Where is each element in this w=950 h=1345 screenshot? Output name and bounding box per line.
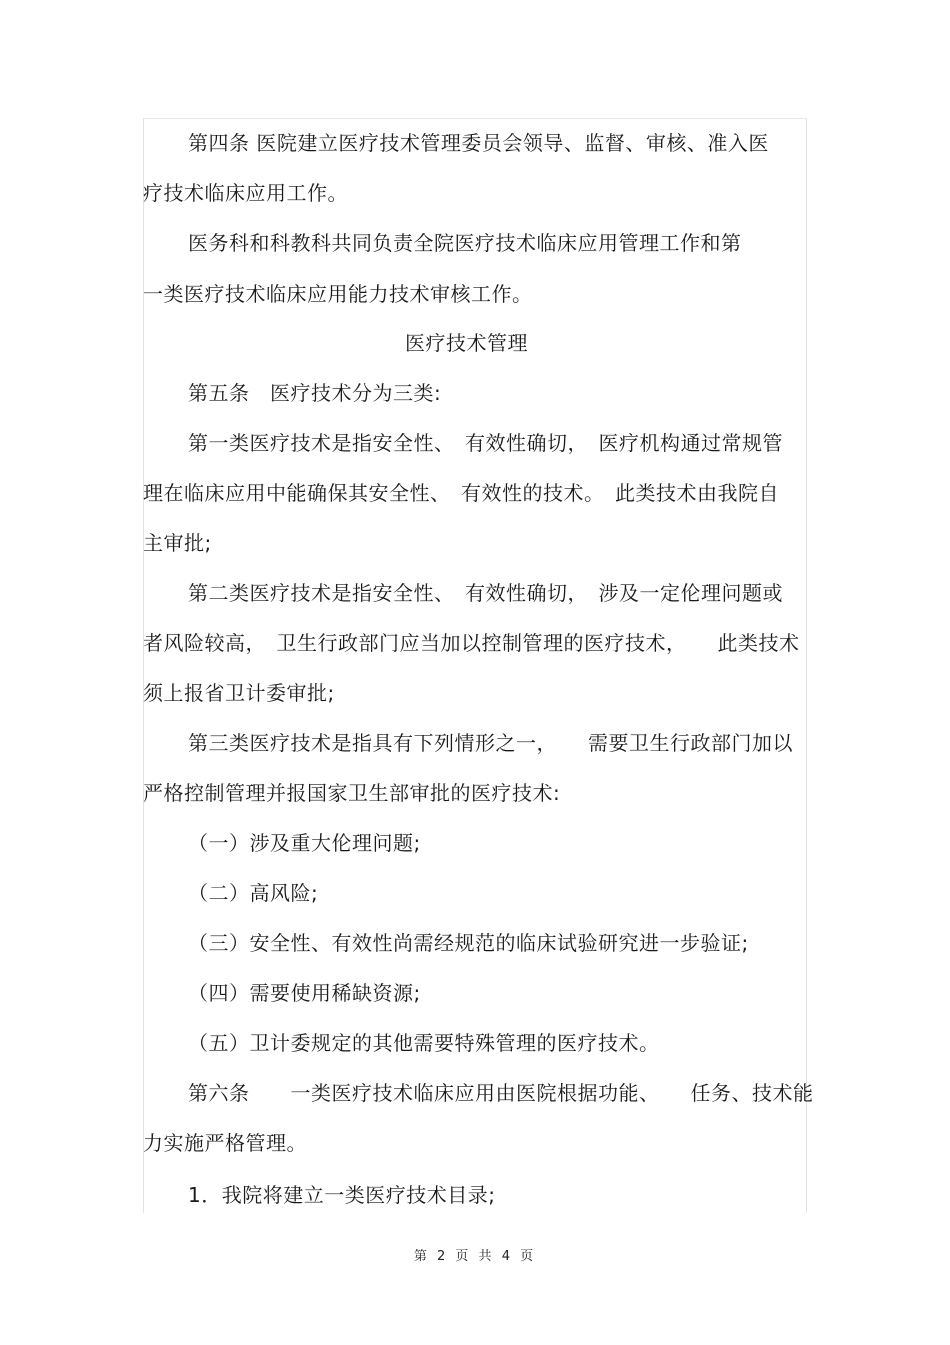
- class-3-line-1: 第三类医疗技术是指具有下列情形之一， 需要卫生行政部门加以: [188, 731, 793, 755]
- numbered-item-1: 1．我院将建立一类医疗技术目录;: [188, 1183, 496, 1207]
- article-6-line-1: 第六条 一类医疗技术临床应用由医院根据功能、 任务、技术能: [188, 1081, 814, 1105]
- article-6-line-2: 力实施严格管理。: [143, 1131, 307, 1155]
- class-2-line-1: 第二类医疗技术是指安全性、 有效性确切， 涉及一定伦理问题或: [188, 581, 783, 605]
- list-item-2: （二）高风险;: [188, 881, 319, 905]
- article-4-line-1: 第四条 医院建立医疗技术管理委员会领导、监督、审核、准入医: [188, 131, 769, 155]
- class-3-line-2: 严格控制管理并报国家卫生部审批的医疗技术:: [143, 781, 561, 805]
- page-footer: 第 2 页 共 4 页: [413, 1249, 537, 1264]
- list-item-4: （四）需要使用稀缺资源;: [188, 981, 421, 1005]
- list-item-5: （五）卫计委规定的其他需要特殊管理的医疗技术。: [188, 1031, 660, 1055]
- article-4-line-2: 疗技术临床应用工作。: [143, 181, 348, 205]
- article-4-para-2-line-1: 医务科和科教科共同负责全院医疗技术临床应用管理工作和第: [188, 231, 742, 255]
- class-1-line-2: 理在临床应用中能确保其安全性、 有效性的技术。 此类技术由我院自: [143, 481, 779, 505]
- article-5-line: 第五条 医疗技术分为三类:: [188, 381, 442, 405]
- class-2-line-2: 者风险较高， 卫生行政部门应当加以控制管理的医疗技术， 此类技术: [143, 631, 800, 655]
- section-heading: 医疗技术管理: [405, 331, 528, 355]
- article-4-para-2-line-2: 一类医疗技术临床应用能力技术审核工作。: [143, 282, 533, 306]
- class-1-line-3: 主审批;: [143, 531, 212, 555]
- list-item-1: （一）涉及重大伦理问题;: [188, 831, 421, 855]
- class-1-line-1: 第一类医疗技术是指安全性、 有效性确切， 医疗机构通过常规管: [188, 431, 783, 455]
- class-2-line-3: 须上报省卫计委审批;: [143, 681, 335, 705]
- list-item-3: （三）安全性、有效性尚需经规范的临床试验研究进一步验证;: [188, 931, 749, 955]
